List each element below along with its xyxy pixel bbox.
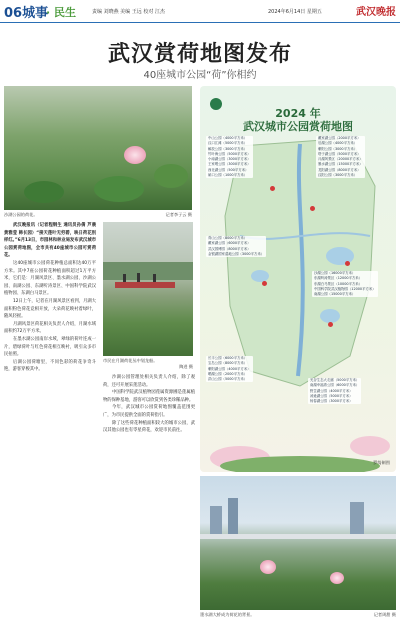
- paragraph: 沙湖公园管理处相关负责人介绍，除了观荷，还可开展采莲活动。: [103, 375, 195, 388]
- map-title: 武汉城市公园赏荷地图: [243, 120, 353, 133]
- paragraph: 在墨水湖公园南岸水域，翠绿的荷叶连成一片，碧绿荷叶与红色荷花相互映衬，吸引众多市民拍照。: [4, 336, 96, 358]
- photo1-credit: 记者李子云 摄: [165, 212, 192, 217]
- photo1-caption: 沙湖公园的荷花。: [4, 212, 38, 217]
- legend-top-left: 中山公园（4000平方米） 汉口江滩（5000平方米） 解放公园（3000平方米） 竹叶海公园（5000平方米） 小南湖公园（3000平方米） 王家墩公园（3000平方米） 西北湖公园（500平方米） 硚口公园（1000平方米）: [208, 136, 251, 178]
- legend-bottom-right: 光谷生态大走廊（5000平方米） 南湖幸福湾公园（6000平方米） 野芷湖公园（4000平方米） 汤逊湖公园（5000平方米） 杨春湖公园（3000平方米）: [310, 378, 360, 404]
- map-pin-icon: [262, 281, 267, 286]
- section-name: 06城事: [4, 6, 49, 21]
- paragraph: 武汉晚报讯（记者程钢生 通讯员孙倩 芦晨 黄雅莹 韩长园）“接天莲叶无穷碧，映日荷花别样红。”6月13日，市园林和林业局发布武汉城市公园赏荷地图，全市共有40座城市公园可赏荷花。: [4, 223, 96, 259]
- subsection-name: · 民生: [46, 6, 77, 19]
- paragraph: 今年，武汉城市公园赏荷地图覆盖范围更广，为市民提供全面的赏荷指引。: [103, 405, 195, 418]
- paragraph: 这40座城市公园荷花种植总面积达40万平方米。其中7座公园荷花种植面积超过1万平方米，它们是：月湖风景区、墨水湖公园、沙湖公园、南湖公园、东湖听涛景区、中国科学院武汉植物园、东湖白马景区。: [4, 260, 96, 297]
- photo3-caption: 墨水湖大桥成为荷花的背景。: [200, 612, 255, 617]
- map-credit: 罗绮制图: [373, 460, 390, 465]
- headline: 武汉赏荷地图发布: [107, 41, 292, 67]
- article-column-1: [4, 222, 96, 620]
- map-pin-icon: [328, 322, 333, 327]
- photo-bridge: [200, 476, 396, 610]
- photo-boats: [103, 222, 193, 356]
- issue-date: 2024年6月14日 星期五: [268, 9, 322, 15]
- paragraph: 中国科学院武汉植物园莲属资源圃是莲属植物的保种基地，游客可以欣赏到各类珍稀品种。: [103, 390, 195, 403]
- lotus-viewing-map: [200, 86, 396, 472]
- subheadline: 40座城市公园“荷”你相约: [143, 70, 257, 81]
- page-header: [0, 0, 400, 23]
- newspaper-logo: 武汉晚报: [356, 7, 396, 18]
- photo2-caption: 市民在月湖荷花丛中划龙船。: [103, 358, 158, 363]
- paragraph: 后湖公园荷塘里，不同色彩的荷花争奇斗艳，游客穿梭其中。: [4, 359, 96, 373]
- photo2-credit: 陶进 摄: [179, 364, 193, 369]
- paragraph: 12日上午，记者在月湖风景区看到，月湖大面积粉色荷花竞相开放，大朵荷花映衬着绿叶，随风轻摇。: [4, 298, 96, 320]
- map-pin-icon: [270, 186, 275, 191]
- legend-bottom-left: 长丰公园（6000平方米） 宝岛公园（8000平方米） 紫阳湖公园（4000平方米） 晒湖公园（2000平方米） 洪山公园（5000平方米）: [208, 356, 251, 382]
- map-pin-icon: [310, 206, 315, 211]
- paragraph: 除了这些荷花种植面积较大的城市公园，武汉其他公园也有零星荷花，欢迎市民前往。: [103, 420, 195, 434]
- editors-line: 责编 刘晓燕 美编 王远 校对 江杰: [92, 9, 165, 15]
- legend-top-right: 戴家湖公园（2000平方米） 后湖公园（4000平方米） 紫阳公园（3000平方米） 塔子湖公园（5000平方米） 月湖风景区（20000平方米） 墨水湖公园（15000平方米） 龙阳湖公园（8000平方米） 汉阳公园（3000平方米）: [318, 136, 363, 178]
- paragraph: 月湖风景区荷花相关负责人介绍，月湖水域面积约72万平方米。: [4, 321, 96, 335]
- photo3-credit: 记者周甜 摄: [373, 612, 396, 617]
- map-year: 2024 年: [275, 107, 321, 120]
- legend-mid-right: 沙湖公园（16000平方米） 东湖听涛景区（12000平方米） 东湖白马景区（10000平方米） 中国科学院武汉植物园（12000平方米） 南湖公园（15000平方米）: [314, 271, 376, 297]
- photo-lotus: [4, 86, 192, 210]
- map-pin-icon: [345, 261, 350, 266]
- legend-mid-left: 青山公园（8000平方米） 戴家湖公园（6000平方米） 武汉园博园（8000平方米） 金银湖国家湿地公园（3000平方米）: [208, 236, 265, 256]
- article-column-2: [103, 374, 195, 620]
